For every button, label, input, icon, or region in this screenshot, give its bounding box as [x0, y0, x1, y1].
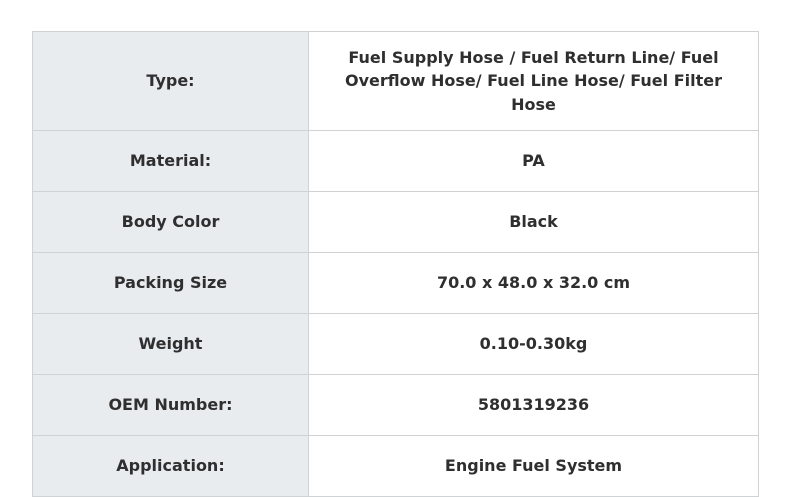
table-row [33, 253, 759, 314]
spec-label-type: Type: [33, 32, 309, 131]
spec-value-type: Fuel Supply Hose / Fuel Return Line/ Fuel Overflow Hose/ Fuel Line Hose/ Fuel Filter Hose [309, 32, 759, 131]
spec-label-body-color: Body Color [33, 192, 309, 253]
spec-label-oem-number: OEM Number: [33, 375, 309, 436]
table-row [33, 436, 759, 497]
spec-value-application: Engine Fuel System [309, 436, 759, 497]
spec-label-packing-size: Packing Size [33, 253, 309, 314]
spec-value-weight: 0.10-0.30kg [309, 314, 759, 375]
spec-label-material: Material: [33, 131, 309, 192]
specification-table-container [32, 31, 759, 497]
specification-table-body [33, 32, 759, 497]
spec-value-oem-number: 5801319236 [309, 375, 759, 436]
table-row [33, 314, 759, 375]
spec-value-packing-size: 70.0 x 48.0 x 32.0 cm [309, 253, 759, 314]
spec-value-body-color: Black [309, 192, 759, 253]
spec-label-weight: Weight [33, 314, 309, 375]
table-row [33, 375, 759, 436]
spec-label-application: Application: [33, 436, 309, 497]
table-row [33, 32, 759, 131]
specification-table [32, 31, 759, 497]
table-row [33, 131, 759, 192]
spec-value-material: PA [309, 131, 759, 192]
table-row [33, 192, 759, 253]
